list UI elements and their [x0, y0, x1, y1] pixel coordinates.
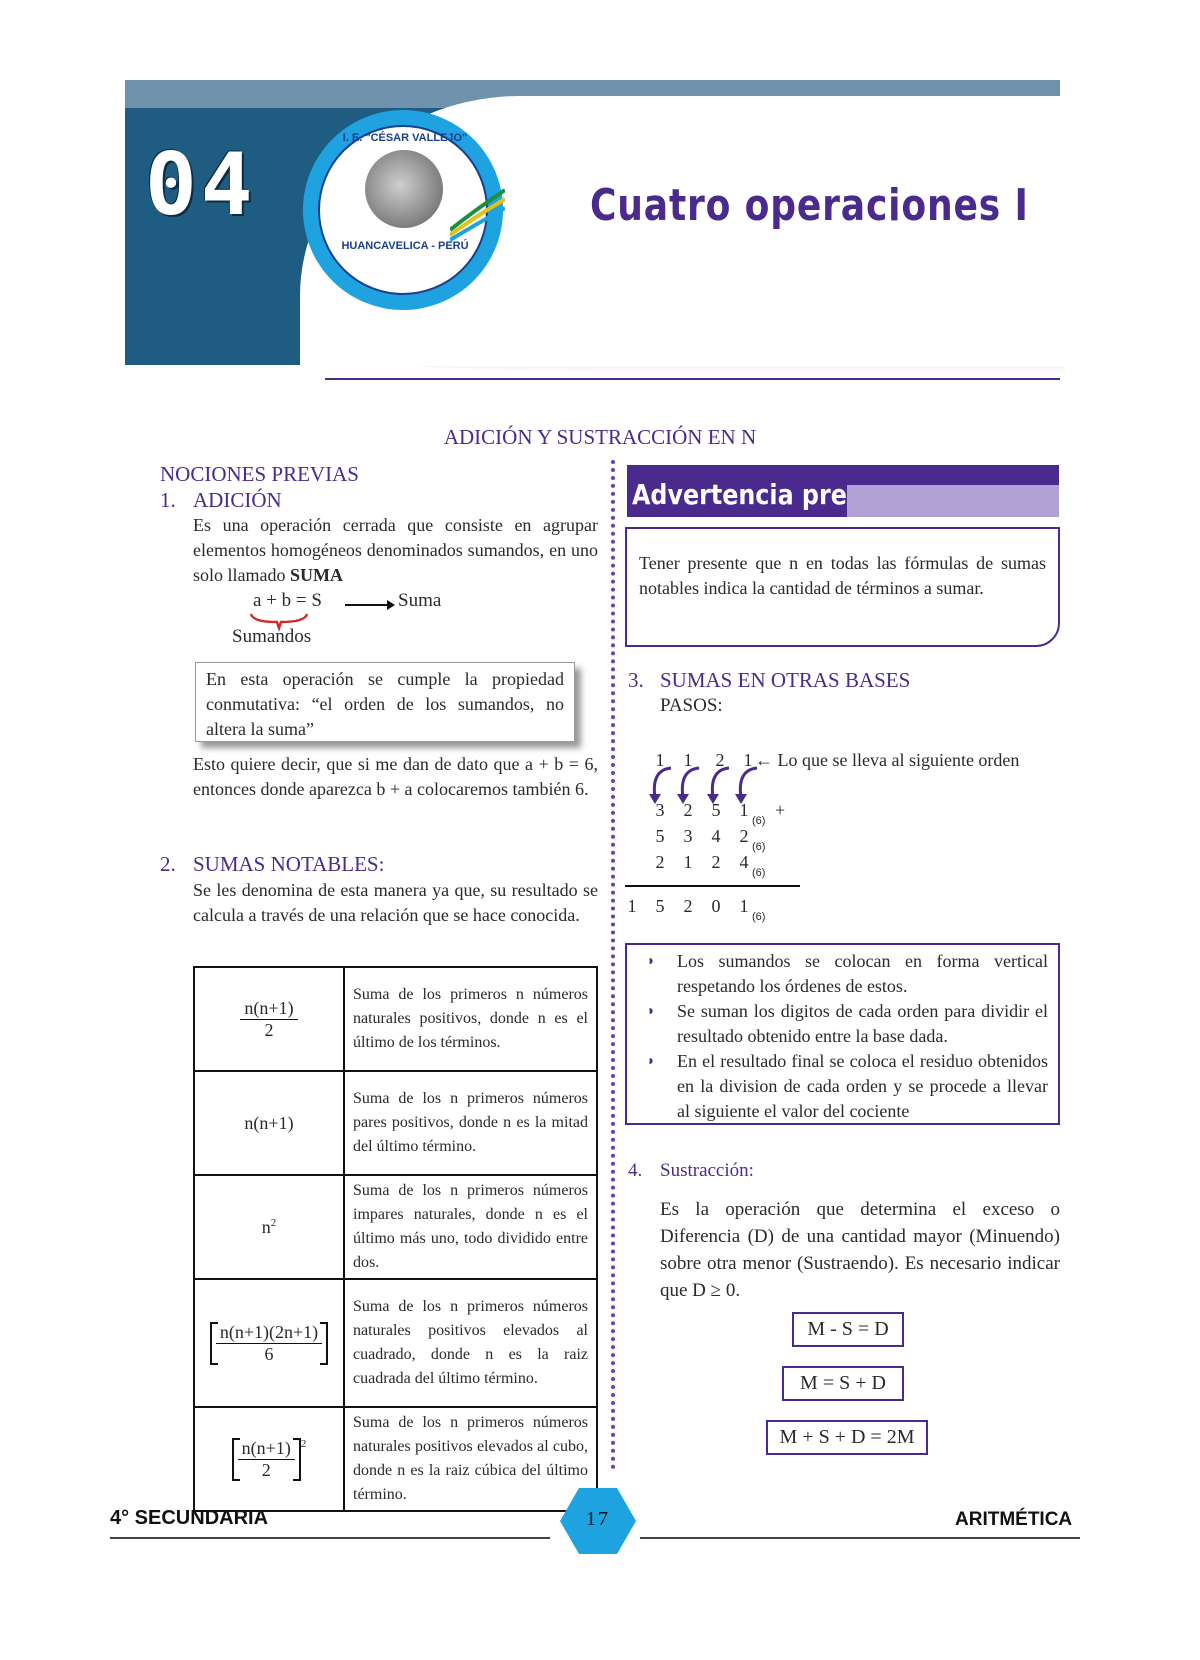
adicion-text — [193, 513, 598, 588]
carry-digit: 1 — [683, 750, 693, 770]
addend-digit: 1 — [739, 800, 749, 820]
addition-equation: a + b = S — [253, 590, 322, 611]
formula-description: Suma de los n primeros números pares positivos, donde n es la mitad del último término. — [344, 1071, 597, 1175]
formula-cell — [194, 1407, 344, 1511]
chapter-title: Cuatro operaciones I — [590, 180, 1029, 231]
otras-bases-heading: SUMAS EN OTRAS BASES — [660, 668, 911, 692]
result-digit: 5 — [655, 896, 665, 916]
section-title: ADICIÓN Y SUSTRACCIÓN EN N — [443, 425, 757, 449]
arrow-right-icon — [345, 598, 395, 612]
sumandos-label: Sumandos — [232, 626, 312, 647]
exponent: 2 — [300, 1437, 307, 1450]
bracket — [210, 1322, 328, 1365]
footer-rule-right — [640, 1537, 1080, 1539]
addend-digit: 4 — [711, 826, 721, 846]
table-row — [194, 967, 597, 1071]
sumas-number: 2. — [160, 852, 176, 876]
base-subscript: (6) — [752, 911, 766, 923]
addend-digit: 1 — [683, 852, 693, 872]
numerator: n(n+1)(2n+1) — [216, 1322, 322, 1344]
after-note-text: Esto quiere decir, que si me dan de dato que a + b = 6, entonces donde aparezca b + a colocaremos también 6. — [193, 754, 598, 799]
equation-box: M - S = D — [792, 1312, 904, 1347]
formulas-table — [193, 966, 598, 1512]
chapter-number: 04 — [145, 135, 257, 235]
base: n — [261, 1216, 271, 1237]
adicion-heading: ADICIÓN — [193, 488, 282, 512]
fraction — [238, 1438, 295, 1481]
footer-subject: ARITMÉTICA — [955, 1509, 1073, 1530]
denominator: 6 — [264, 1343, 274, 1364]
addend-digit: 5 — [655, 826, 665, 846]
denominator: 2 — [264, 1019, 274, 1040]
result-digit: 0 — [711, 896, 721, 916]
sustraccion-text: Es la operación que determina el exceso o Diferencia (D) de una cantidad mayor (Minuendo) sobre otra menor (Sustraendo). Es necesario indicar que D ≥ 0. — [660, 1199, 1060, 1301]
bracket — [232, 1438, 301, 1481]
carry-digit: 1 — [655, 750, 665, 770]
numerator: n(n+1) — [238, 1438, 295, 1460]
addend-digit: 4 — [739, 852, 749, 872]
addend-digit: 2 — [739, 826, 749, 846]
addend-digit: 3 — [683, 826, 693, 846]
sumas-text: Se les denomina de esta manera ya que, su resultado se calcula a través de una relación que se hace conocida. — [193, 880, 598, 925]
footer-rule-left — [110, 1537, 550, 1539]
logo-bottom-text: HUANCAVELICA - PERÚ — [341, 240, 469, 252]
logo-portrait-icon — [365, 150, 443, 228]
formula-cell — [194, 1279, 344, 1407]
formula-cell — [194, 1175, 344, 1279]
result-digit: 1 — [739, 896, 749, 916]
advertencia-bar-top — [840, 465, 1059, 485]
denominator: 2 — [261, 1459, 271, 1480]
advertencia-box: Tener presente que n en todas las fórmulas de sumas notables indica la cantidad de términos a sumar. — [625, 527, 1060, 647]
formula-cell: n(n+1) — [194, 1071, 344, 1175]
table-row — [194, 1407, 597, 1511]
carry-label: ← Lo que se lleva al siguiente orden — [755, 750, 1020, 770]
exponent: 2 — [270, 1216, 277, 1229]
formula-description: Suma de los n primeros números impares naturales, donde n es el último más uno, todo dividido entre dos. — [344, 1175, 597, 1279]
result-digit: 2 — [683, 896, 693, 916]
list-item: ◗ Se suman los digitos de cada orden para dividir el resultado obtenido entre la base dada. — [677, 999, 1048, 1049]
equation-box: M + S + D = 2M — [766, 1420, 928, 1455]
addend-digit: 3 — [655, 800, 665, 820]
advertencia-title: Advertencia pre — [632, 478, 847, 511]
addend-digit: 2 — [655, 852, 665, 872]
column-divider — [611, 460, 615, 1470]
logo-top-text: I. E. "CÉSAR VALLEJO" — [342, 132, 468, 144]
conmutativa-note: En esta operación se cumple la propiedad conmutativa: “el orden de los sumandos, no altera la suma” — [195, 662, 575, 742]
table-row — [194, 1279, 597, 1407]
addend-digit: 2 — [711, 852, 721, 872]
formula-cell — [194, 967, 344, 1071]
adicion-number: 1. — [160, 488, 176, 512]
fraction — [240, 998, 297, 1041]
table-row — [194, 1071, 597, 1175]
formula-description: Suma de los n primeros números naturales positivos elevados al cubo, donde n es la raiz cúbica del último término. — [344, 1407, 597, 1511]
footer-grade: 4° SECUNDARIA — [110, 1507, 269, 1529]
table-row — [194, 1175, 597, 1279]
numerator: n(n+1) — [240, 998, 297, 1020]
list-item: ◗ En el resultado final se coloca el residuo obtenidos en la division de cada orden y se procede a llevar al siguiente el valor del cociente — [677, 1049, 1048, 1124]
otras-bases-number: 3. — [628, 668, 644, 692]
steps-list — [677, 949, 1048, 1124]
nociones-heading: NOCIONES PREVIAS — [160, 462, 359, 486]
result-digit: 1 — [627, 896, 637, 916]
suma-label: Suma — [398, 590, 442, 611]
base-subscript: (6) — [752, 815, 766, 827]
formula-description: Suma de los primeros n números naturales positivos, donde n es el último de los términos. — [344, 967, 597, 1071]
carry-digit: 2 — [715, 750, 725, 770]
fraction — [216, 1322, 322, 1365]
adicion-bold-word: SUMA — [290, 565, 343, 585]
sum-rule — [625, 885, 800, 887]
equation-box: M = S + D — [782, 1366, 904, 1401]
base-subscript: (6) — [752, 841, 766, 853]
logo-stripes-icon — [450, 185, 505, 245]
plus-sign: + — [775, 800, 786, 820]
steps-box — [625, 943, 1060, 1125]
header-rule — [325, 378, 1060, 380]
addend-digit: 5 — [711, 800, 721, 820]
page-number: 17 — [586, 1508, 610, 1530]
sustraccion-number: 4. — [628, 1160, 643, 1181]
pasos-label: PASOS: — [660, 695, 723, 716]
sumas-heading: SUMAS NOTABLES: — [193, 852, 385, 876]
adicion-definition: Es una operación cerrada que consiste en agrupar elementos homogéneos denominados sumandos, en uno solo llamado — [193, 515, 598, 585]
addend-digit: 2 — [683, 800, 693, 820]
carry-digit: 1 — [743, 750, 753, 770]
formula-description: Suma de los n primeros números naturales positivos elevados al cuadrado, donde n es la raiz cuadrada del último término. — [344, 1279, 597, 1407]
base-subscript: (6) — [752, 867, 766, 879]
sustraccion-heading: Sustracción: — [660, 1160, 754, 1181]
list-item: ◗ Los sumandos se colocan en forma vertical respetando los órdenes de estos. — [677, 949, 1048, 999]
